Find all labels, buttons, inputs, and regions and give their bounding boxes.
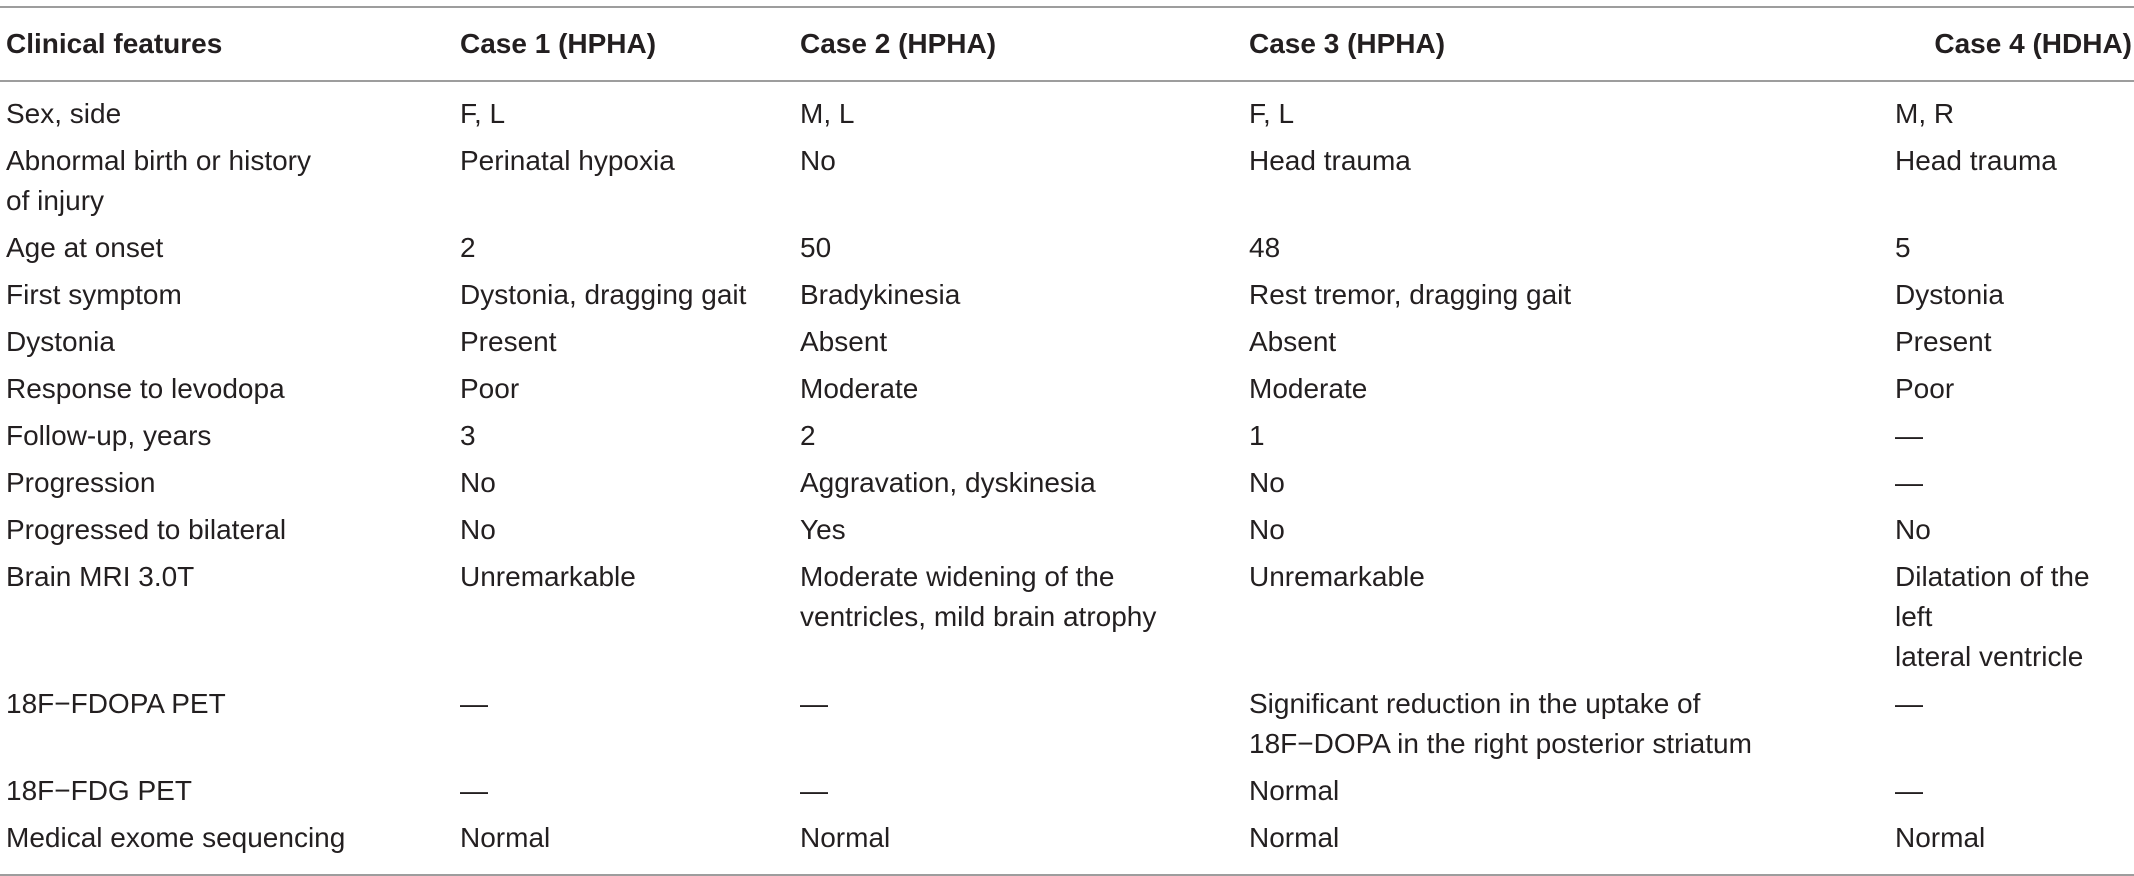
- row-label: Dystonia: [6, 326, 115, 357]
- row-label: Sex, side: [6, 98, 122, 129]
- case-4-cell: Head trauma: [1895, 145, 2057, 176]
- header-case-4: Case 4 (HDHA): [1934, 28, 2132, 59]
- header-clinical-features: Clinical features: [6, 28, 223, 59]
- row-label: 18F−FDOPA PET: [6, 688, 226, 719]
- case-3-cell: Moderate: [1249, 373, 1368, 404]
- table-row: [0, 814, 2134, 875]
- case-2-cell: Moderate widening of the ventricles, mild brain atrophy: [800, 561, 1157, 632]
- case-1-cell: No: [460, 467, 496, 498]
- case-3-cell: 48: [1249, 232, 1281, 263]
- case-3-cell: Normal: [1249, 775, 1340, 806]
- case-3-cell: No: [1249, 514, 1285, 545]
- table-row: [0, 459, 2134, 506]
- case-4-cell: No: [1895, 514, 1931, 545]
- row-label: 18F−FDG PET: [6, 775, 192, 806]
- row-label: Age at onset: [6, 232, 164, 263]
- case-4-cell: —: [1895, 420, 1923, 451]
- case-2-cell: —: [800, 688, 828, 719]
- table-row: [0, 553, 2134, 680]
- case-2-cell: Aggravation, dyskinesia: [800, 467, 1096, 498]
- header-case-3: Case 3 (HPHA): [1249, 28, 1446, 59]
- case-2-cell: Bradykinesia: [800, 279, 961, 310]
- table-header: [0, 7, 2134, 81]
- case-1-cell: Poor: [460, 373, 520, 404]
- case-1-cell: Dystonia, dragging gait: [460, 279, 747, 310]
- case-2-cell: Absent: [800, 326, 888, 357]
- table-row: [0, 365, 2134, 412]
- row-label: Medical exome sequencing: [6, 822, 346, 853]
- case-3-cell: Significant reduction in the uptake of 18F−DOPA in the right posterior striatum: [1249, 688, 1752, 759]
- table-row: [0, 81, 2134, 137]
- header-case-2: Case 2 (HPHA): [800, 28, 997, 59]
- case-2-cell: M, L: [800, 98, 855, 129]
- case-1-cell: No: [460, 514, 496, 545]
- case-2-cell: No: [800, 145, 836, 176]
- table-row: [0, 412, 2134, 459]
- case-1-cell: F, L: [460, 98, 506, 129]
- case-3-cell: Normal: [1249, 822, 1340, 853]
- case-1-cell: 2: [460, 232, 476, 263]
- table-row: [0, 137, 2134, 224]
- header-row: [0, 7, 2134, 81]
- case-3-cell: Absent: [1249, 326, 1337, 357]
- case-2-cell: Normal: [800, 822, 891, 853]
- table-row: [0, 224, 2134, 271]
- case-3-cell: F, L: [1249, 98, 1295, 129]
- case-4-cell: Normal: [1895, 822, 1986, 853]
- case-1-cell: —: [460, 775, 488, 806]
- row-label: Follow-up, years: [6, 420, 212, 451]
- case-4-cell: Present: [1895, 326, 1992, 357]
- row-label: Progression: [6, 467, 156, 498]
- table-row: [0, 767, 2134, 814]
- case-1-cell: Present: [460, 326, 557, 357]
- clinical-features-table: [0, 6, 2134, 876]
- case-4-cell: Dystonia: [1895, 279, 2004, 310]
- case-4-cell: M, R: [1895, 98, 1955, 129]
- case-2-cell: —: [800, 775, 828, 806]
- case-4-cell: —: [1895, 688, 1923, 719]
- case-3-cell: Unremarkable: [1249, 561, 1425, 592]
- case-3-cell: Head trauma: [1249, 145, 1411, 176]
- case-4-cell: —: [1895, 467, 1923, 498]
- case-4-cell: Poor: [1895, 373, 1955, 404]
- case-1-cell: 3: [460, 420, 476, 451]
- row-label: Abnormal birth or history of injury: [6, 145, 312, 216]
- case-2-cell: Moderate: [800, 373, 919, 404]
- table-row: [0, 680, 2134, 767]
- case-1-cell: —: [460, 688, 488, 719]
- case-4-cell: 5: [1895, 232, 1911, 263]
- table-body: [0, 81, 2134, 875]
- case-2-cell: Yes: [800, 514, 846, 545]
- row-label: First symptom: [6, 279, 182, 310]
- row-label: Brain MRI 3.0T: [6, 561, 195, 592]
- case-1-cell: Unremarkable: [460, 561, 636, 592]
- case-3-cell: No: [1249, 467, 1285, 498]
- case-1-cell: Perinatal hypoxia: [460, 145, 675, 176]
- case-1-cell: Normal: [460, 822, 551, 853]
- case-4-cell: —: [1895, 775, 1923, 806]
- row-label: Progressed to bilateral: [6, 514, 287, 545]
- row-label: Response to levodopa: [6, 373, 285, 404]
- case-2-cell: 2: [800, 420, 816, 451]
- table-row: [0, 318, 2134, 365]
- header-case-1: Case 1 (HPHA): [460, 28, 657, 59]
- case-3-cell: Rest tremor, dragging gait: [1249, 279, 1572, 310]
- table-row: [0, 506, 2134, 553]
- case-3-cell: 1: [1249, 420, 1265, 451]
- case-2-cell: 50: [800, 232, 832, 263]
- table-row: [0, 271, 2134, 318]
- case-4-cell: Dilatation of the left lateral ventricle: [1895, 561, 2090, 672]
